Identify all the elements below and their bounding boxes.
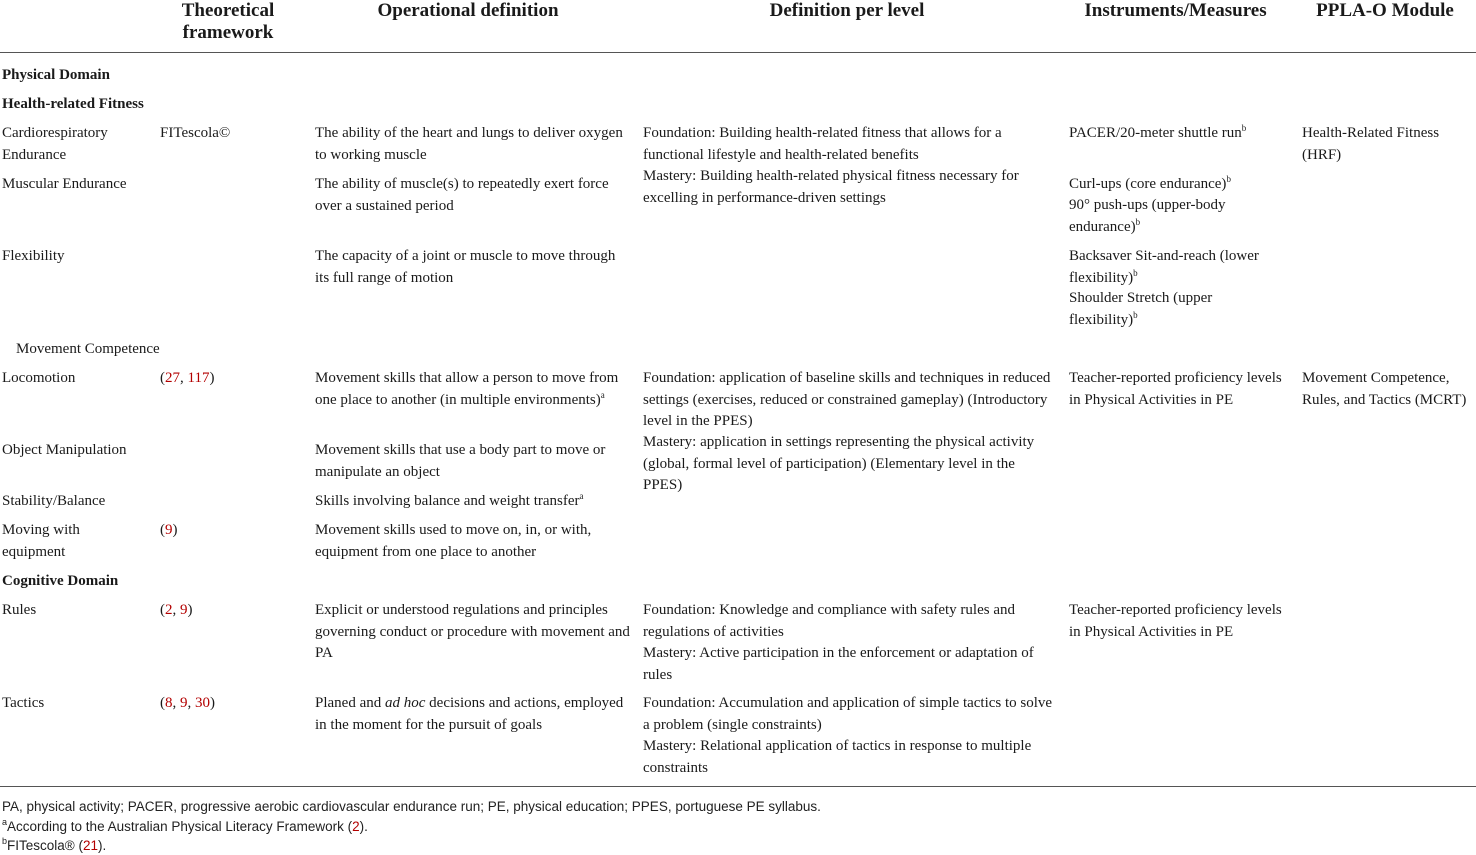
ref-link[interactable]: 2: [352, 819, 360, 834]
ref-link[interactable]: 9: [180, 695, 188, 711]
level-mc-mastery: Mastery: application in settings representing the physical activity (global, formal level of participation) (Elementary level in the PPES): [643, 434, 1035, 493]
framework-locomotion: (27, 117): [160, 370, 215, 386]
section-cognitive-domain: Cognitive Domain: [2, 573, 119, 589]
header-operational: Operational definition: [377, 0, 559, 21]
definition-cardio: The ability of the heart and lungs to deliver oxygen to working muscle: [315, 125, 623, 163]
definition-moving-equipment: Movement skills used to move on, in, or with, equipment from one place to another: [315, 522, 592, 560]
section-movement-competence: Movement Competence: [16, 341, 160, 357]
definition-stability: Skills involving balance and weight transfer$^a$: [315, 491, 584, 509]
framework-rules: (2, 9): [160, 602, 193, 618]
level-hrf-mastery: Mastery: Building health-related physical fitness necessary for excelling in performance-driven settings: [643, 168, 1019, 206]
ref-link[interactable]: 2: [165, 602, 173, 618]
definition-rules: Explicit or understood regulations and principles governing conduct or procedure with movement and PA: [315, 602, 630, 661]
instrument-flexibility-2: Shoulder Stretch (upper flexibility)$^b$: [1069, 290, 1213, 328]
header-instruments: Instruments/Measures: [1084, 0, 1267, 21]
section-health-related-fitness: Health-related Fitness: [2, 96, 144, 112]
row-name-cardio: Cardiorespiratory Endurance: [2, 125, 108, 163]
instrument-rules: Teacher-reported proficiency levels in Physical Activities in PE: [1069, 602, 1282, 640]
section-physical-domain: Physical Domain: [2, 67, 110, 83]
row-name-muscular: Muscular Endurance: [2, 176, 127, 192]
ref-link[interactable]: 9: [180, 602, 188, 618]
footnote-a: $^a$According to the Australian Physical Literacy Framework (2).: [2, 817, 368, 834]
module-hrf: Health-Related Fitness (HRF): [1302, 125, 1440, 163]
row-name-flexibility: Flexibility: [2, 248, 65, 264]
level-hrf-foundation: Foundation: Building health-related fitness that allows for a functional lifestyle and health-related benefits: [643, 125, 1002, 163]
module-mcrt: Movement Competence, Rules, and Tactics (MCRT): [1302, 370, 1467, 408]
ref-link[interactable]: 117: [187, 370, 210, 386]
ref-link[interactable]: 9: [165, 522, 173, 538]
definition-locomotion: Movement skills that allow a person to move from one place to another (in multiple environments)$^a$: [315, 370, 619, 408]
framework-tactics: (8, 9, 30): [160, 695, 215, 711]
ref-link[interactable]: 27: [165, 370, 180, 386]
definition-object-manipulation: Movement skills that use a body part to move or manipulate an object: [315, 442, 606, 480]
definition-tactics: Planed and ad hoc decisions and actions, employed in the moment for the pursuit of goals: [315, 695, 624, 733]
instrument-cardio: PACER/20-meter shuttle run$^b$: [1069, 123, 1247, 141]
level-rules-foundation: Foundation: Knowledge and compliance with safety rules and regulations of activities: [643, 602, 1015, 640]
header-framework: Theoretical framework: [181, 0, 275, 43]
footnote-abbreviations: PA, physical activity; PACER, progressive aerobic cardiovascular endurance run; PE, physical education; PPES, portuguese PE syllabus.: [2, 799, 821, 814]
row-name-object-manipulation: Object Manipulation: [2, 442, 127, 458]
footer-rule: [0, 786, 1476, 787]
row-name-locomotion: Locomotion: [2, 370, 76, 386]
row-name-rules: Rules: [2, 602, 37, 618]
header-module: PPLA-O Module: [1316, 0, 1454, 21]
definition-muscular: The ability of muscle(s) to repeatedly exert force over a sustained period: [315, 176, 609, 214]
instrument-muscular-2: 90° push-ups (upper-body endurance)$^b$: [1069, 197, 1226, 235]
level-rules-mastery: Mastery: Active participation in the enforcement or adaptation of rules: [643, 645, 1034, 683]
level-tactics-mastery: Mastery: Relational application of tactics in response to multiple constraints: [643, 738, 1032, 776]
definition-flexibility: The capacity of a joint or muscle to move through its full range of motion: [315, 248, 616, 286]
header-per-level: Definition per level: [769, 0, 925, 21]
ref-link[interactable]: 8: [165, 695, 173, 711]
ref-link[interactable]: 21: [82, 838, 99, 853]
ref-link[interactable]: 30: [195, 695, 210, 711]
instrument-flexibility-1: Backsaver Sit-and-reach (lower flexibility)$^b$: [1069, 248, 1259, 286]
instrument-mc: Teacher-reported proficiency levels in Physical Activities in PE: [1069, 370, 1282, 408]
row-name-tactics: Tactics: [2, 695, 45, 711]
row-name-stability: Stability/Balance: [2, 493, 106, 509]
footnote-b: $^b$FITescola® (21).: [2, 836, 107, 853]
level-mc-foundation: Foundation: application of baseline skills and techniques in reduced settings (exercises, reduced or constrained gameplay) (Introductory level in the PPES): [643, 370, 1051, 429]
header-rule: [0, 52, 1476, 53]
framework-moving-equipment: (9): [160, 522, 178, 538]
instrument-muscular-1: Curl-ups (core endurance)$^b$: [1069, 174, 1231, 192]
framework-cardio: FITescola©: [160, 125, 231, 141]
row-name-moving-equipment: Moving with equipment: [2, 522, 80, 560]
level-tactics-foundation: Foundation: Accumulation and application of simple tactics to solve a problem (single constraints): [643, 695, 1053, 733]
